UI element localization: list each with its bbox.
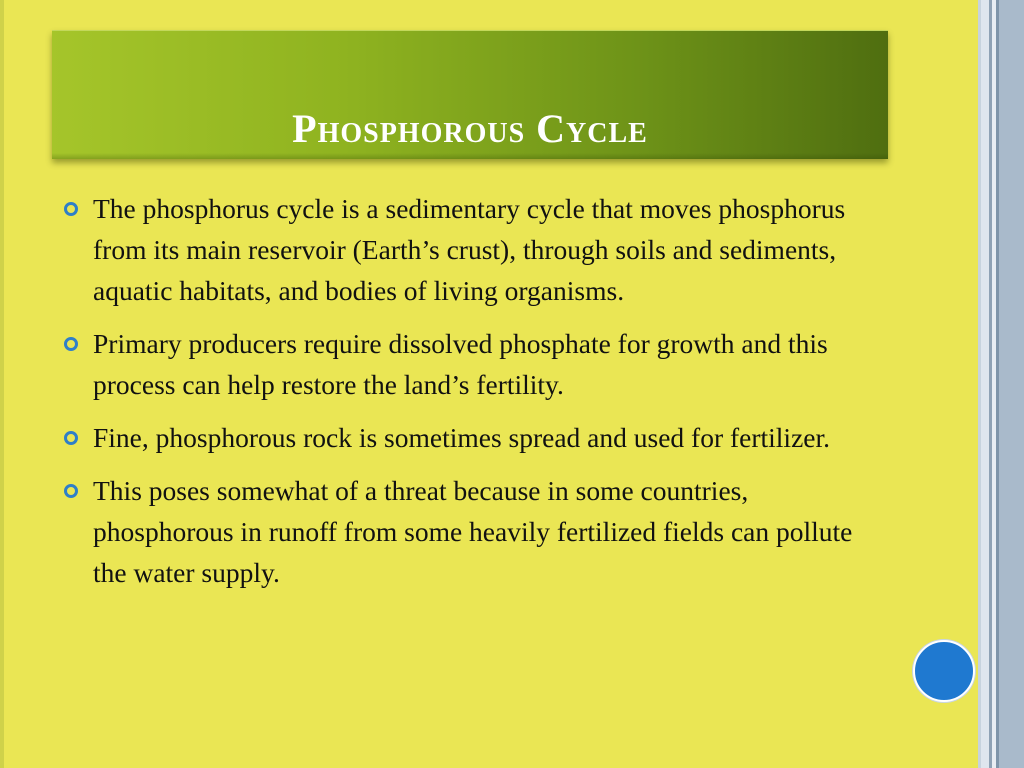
- bullet-list: [64, 188, 884, 605]
- bullet-item: [64, 470, 884, 593]
- right-edge-stripes: [978, 0, 1024, 768]
- title-bar: [52, 30, 888, 159]
- decorative-circle-icon: [913, 640, 975, 702]
- bullet-item: [64, 188, 884, 311]
- bullet-circle-icon: [64, 202, 78, 216]
- bullet-circle-icon: [64, 431, 78, 445]
- bullet-item: [64, 417, 884, 458]
- left-border: [0, 0, 4, 768]
- bullet-circle-icon: [64, 484, 78, 498]
- bullet-text: Fine, phosphorous rock is sometimes spread and used for fertilizer.: [93, 422, 830, 453]
- bullet-item: [64, 323, 884, 405]
- bullet-text: Primary producers require dissolved phosphate for growth and this process can help restore the land’s fertility.: [93, 328, 828, 400]
- slide-title: Phosphorous Cycle: [292, 106, 648, 151]
- bullet-circle-icon: [64, 337, 78, 351]
- bullet-text: The phosphorus cycle is a sedimentary cycle that moves phosphorus from its main reservoir (Earth’s crust), through soils and sediments, aquatic habitats, and bodies of living organisms.: [93, 193, 846, 306]
- bullet-text: This poses somewhat of a threat because in some countries, phosphorous in runoff from some heavily fertilized fields can pollute the water supply.: [93, 475, 853, 588]
